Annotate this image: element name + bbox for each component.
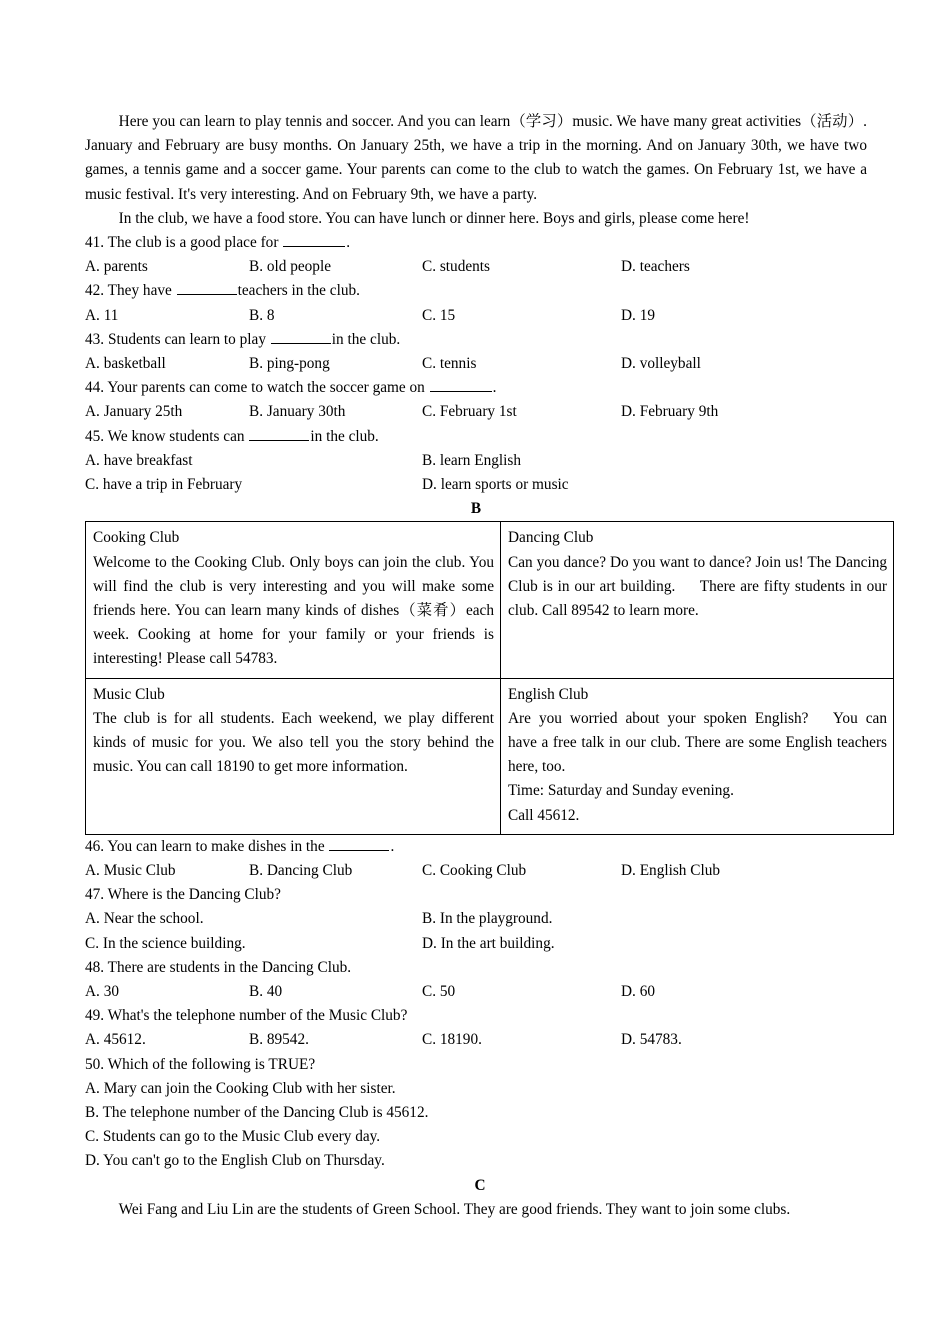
cooking-club-title: Cooking Club (93, 529, 180, 547)
question-43-stem-text: 43. Students can learn to play (85, 330, 270, 348)
question-47-stem: 47. Where is the Dancing Club? (85, 886, 281, 904)
question-50-option-d[interactable]: D. You can't go to the English Club on Thursday. (85, 1152, 385, 1170)
question-42-option-c[interactable]: C. 15 (422, 306, 456, 324)
question-45-stem (85, 425, 867, 449)
question-42-option-a[interactable]: A. 11 (85, 306, 119, 324)
english-club-title: English Club (508, 685, 589, 703)
question-43-option-b[interactable]: B. ping-pong (249, 355, 330, 372)
question-46-option-a[interactable]: A. Music Club (85, 862, 176, 879)
question-42-stem (85, 279, 867, 303)
question-48-option-a[interactable]: A. 30 (85, 982, 119, 1000)
question-49-stem: 49. What's the telephone number of the Music Club? (85, 1007, 408, 1025)
clubs-table (85, 521, 894, 834)
question-47-option-b[interactable]: B. In the playground. (422, 910, 553, 928)
question-50-stem: 50. Which of the following is TRUE? (85, 1055, 316, 1073)
section-c-paragraph: Wei Fang and Liu Lin are the students of Green School. They are good friends. They want to join some clubs. (118, 1200, 791, 1218)
question-42-stem-text: 42. They have (85, 282, 176, 300)
english-club-cell (501, 678, 894, 834)
question-49-option-b[interactable]: B. 89542. (249, 1031, 309, 1049)
question-46-options (85, 859, 867, 883)
question-44-stem-text: 44. Your parents can come to watch the soccer game on (85, 379, 429, 397)
dancing-club-title: Dancing Club (508, 529, 594, 547)
question-41-options (85, 255, 867, 279)
question-45-stem-text: 45. We know students can (85, 427, 249, 445)
dancing-club-body-part-2: There are fifty students in our club. Call 89542 to learn more. (508, 577, 887, 619)
question-42-option-d[interactable]: D. 19 (621, 306, 655, 324)
question-44-stem-tail: . (492, 379, 497, 397)
question-41-stem-tail: . (346, 234, 351, 252)
question-48-stem: 48. There are students in the Dancing Club. (85, 958, 352, 976)
question-45-stem-tail: in the club. (310, 427, 379, 445)
question-45-option-c[interactable]: C. have a trip in February (85, 475, 243, 493)
question-45-options-row-1 (85, 449, 867, 473)
question-46-option-c[interactable]: C. Cooking Club (422, 862, 527, 879)
english-club-time-line: Time: Saturday and Sunday evening. (508, 782, 734, 800)
page-content (85, 110, 887, 1222)
english-club-call-line: Call 45612. (508, 806, 580, 824)
music-club-body: The club is for all students. Each weekend, we play different kinds of music for you. We also tell you the story behind the music. You can call 18190 to get more information. (93, 709, 494, 776)
question-43-stem-tail: in the club. (331, 330, 401, 348)
question-43-stem (85, 328, 867, 352)
question-45-options-row-2 (85, 473, 867, 497)
english-club-body (508, 707, 887, 780)
question-43-option-d[interactable]: D. volleyball (621, 355, 701, 372)
question-41-blank[interactable] (283, 231, 345, 247)
question-41-stem-text: 41. The club is a good place for (85, 234, 283, 252)
question-43-options (85, 352, 867, 376)
question-46-option-d[interactable]: D. English Club (621, 862, 721, 879)
question-50-option-a[interactable]: A. Mary can join the Cooking Club with her sister. (85, 1079, 396, 1097)
question-44-options (85, 400, 867, 424)
question-44-option-d[interactable]: D. February 9th (621, 403, 719, 421)
question-46-stem (85, 835, 867, 859)
question-45-option-a[interactable]: A. have breakfast (85, 451, 193, 469)
question-44-option-b[interactable]: B. January 30th (249, 403, 346, 421)
passage-a-paragraph-1: Here you can learn to play tennis and soccer. And you can learn（学习）music. We have many great activities（活动）. January and February are busy months. On January 25th, we have a trip in the morning. And on January 30th, we have two games, a tennis game and a soccer game. Your parents can come to the club to watch the games. On February 1st, we have a music festival. It's very interesting. And on February 9th, we have a party. (85, 113, 867, 203)
question-47-options-row-1 (85, 907, 867, 931)
dancing-club-body-part-1: Can you dance? Do you want to dance? Join us! The Dancing Club is in our art building. (508, 553, 887, 595)
question-50-option-b[interactable]: B. The telephone number of the Dancing Club is 45612. (85, 1103, 429, 1121)
question-47-option-d[interactable]: D. In the art building. (422, 934, 555, 952)
question-47-option-a[interactable]: A. Near the school. (85, 910, 204, 928)
question-45-option-d[interactable]: D. learn sports or music (422, 475, 569, 493)
question-46-stem-text: 46. You can learn to make dishes in the (85, 837, 329, 855)
cooking-club-body: Welcome to the Cooking Club. Only boys can join the club. You will find the club is very interesting and you will make some friends here. You can learn many kinds of dishes（菜肴）each week. Cooking at home for your family or your friends is interesting! Please call 54783. (93, 553, 494, 668)
dancing-club-body (508, 551, 887, 624)
question-47-options-row-2 (85, 932, 867, 956)
question-49-option-c[interactable]: C. 18190. (422, 1031, 482, 1049)
question-49-option-d[interactable]: D. 54783. (621, 1031, 682, 1049)
question-45-option-b[interactable]: B. learn English (422, 451, 521, 469)
question-44-option-c[interactable]: C. February 1st (422, 403, 517, 421)
question-43-option-c[interactable]: C. tennis (422, 355, 477, 372)
question-47-option-c[interactable]: C. In the science building. (85, 934, 246, 952)
question-46-option-b[interactable]: B. Dancing Club (249, 862, 353, 879)
passage-a-paragraph-2: In the club, we have a food store. You can have lunch or dinner here. Boys and girls, please come here! (118, 209, 750, 227)
clubs-table-row-2 (86, 678, 894, 834)
question-43-blank[interactable] (271, 328, 331, 344)
question-50-option-c[interactable]: C. Students can go to the Music Club every day. (85, 1128, 381, 1146)
english-club-body-part-1: Are you worried about your spoken English? (508, 709, 809, 727)
question-41-option-c[interactable]: C. students (422, 258, 490, 276)
question-42-blank[interactable] (177, 280, 237, 296)
question-42-option-b[interactable]: B. 8 (249, 306, 275, 324)
question-41-stem (85, 231, 867, 255)
question-49-option-a[interactable]: A. 45612. (85, 1031, 146, 1049)
question-48-options (85, 980, 867, 1004)
cooking-club-cell (86, 522, 501, 678)
question-42-options (85, 304, 867, 328)
question-41-option-b[interactable]: B. old people (249, 258, 331, 276)
question-45-blank[interactable] (249, 425, 309, 441)
question-44-blank[interactable] (430, 377, 492, 393)
music-club-title: Music Club (93, 685, 165, 703)
music-club-cell (86, 678, 501, 834)
dancing-club-cell (501, 522, 894, 678)
question-43-option-a[interactable]: A. basketball (85, 355, 166, 372)
question-44-option-a[interactable]: A. January 25th (85, 403, 183, 421)
question-44-stem (85, 376, 867, 400)
question-46-stem-tail: . (390, 837, 395, 855)
section-c-letter: C (474, 1176, 486, 1194)
question-48-option-b[interactable]: B. 40 (249, 982, 283, 1000)
question-42-stem-tail: teachers in the club. (237, 282, 360, 300)
clubs-table-row-1 (86, 522, 894, 678)
question-41-option-d[interactable]: D. teachers (621, 258, 690, 276)
question-48-option-c[interactable]: C. 50 (422, 982, 456, 1000)
question-41-option-a[interactable]: A. parents (85, 258, 148, 276)
question-48-option-d[interactable]: D. 60 (621, 982, 655, 1000)
english-club-body-part-2: You can have a free talk in our club. There are some English teachers here, too. (508, 709, 887, 776)
question-46-blank[interactable] (329, 835, 389, 851)
section-b-letter: B (470, 500, 482, 518)
question-49-options (85, 1028, 867, 1052)
